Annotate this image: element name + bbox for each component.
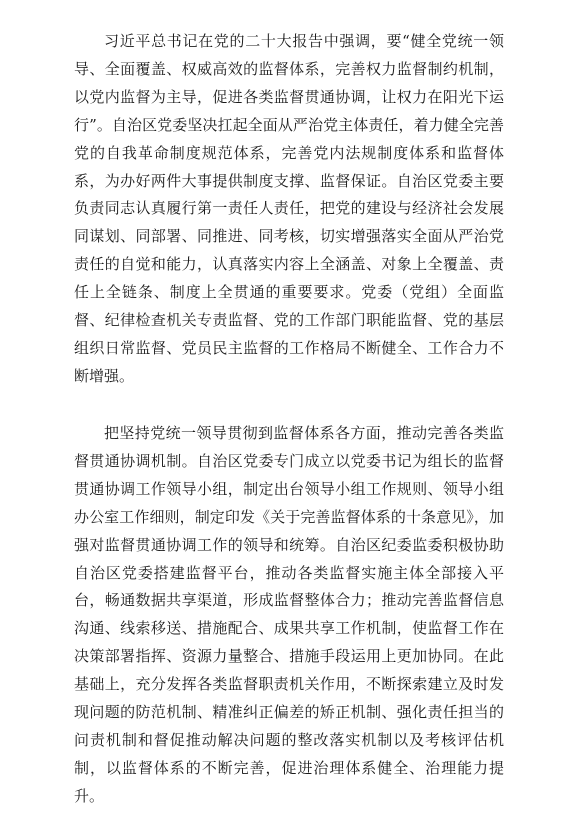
body-paragraph-2: 把坚持党统一领导贯彻到监督体系各方面，推动完善各类监督贯通协调机制。自治区党委专门成立以党委书记为组长的监督贯通协调工作领导小组，制定出台领导小组工作规则、领导小组办公室工作细则，制定印发《关于完善监督体系的十条意见》，加强对监督贯通协调工作的领导和统筹。自治区纪委监委积极协助自治区党委搭建监督平台，推动各类监督实施主体全部接入平台，畅通数据共享渠道，形成监督整体合力；推动完善监督信息沟通、线索移送、措施配合、成果共享工作机制，使监督工作在决策部署指挥、资源力量整合、措施手段运用上更加协同。在此基础上，充分发挥各类监督职责机关作用，不断探索建立及时发现问题的防范机制、精准纠正偏差的矫正机制、强化责任担当的问责机制和督促推动解决问题的整改落实机制以及考核评估机制，以监督体系的不断完善，促进治理体系健全、治理能力提升。 [74,424,504,805]
body-paragraph-1: 习近平总书记在党的二十大报告中强调，要“健全党统一领导、全面覆盖、权威高效的监督体系，完善权力监督制约机制，以党内监督为主导，促进各类监督贯通协调，让权力在阳光下运行”。自治区党委坚决扛起全面从严治党主体责任，着力健全完善党的自我革命制度规范体系，完善党内法规制度体系和监督体系，为办好两件大事提供制度支撑、监督保证。自治区党委主要负责同志认真履行第一责任人责任，把党的建设与经济社会发展同谋划、同部署、同推进、同考核，切实增强落实全面从严治党责任的自觉和能力，认真落实内容上全涵盖、对象上全覆盖、责任上全链条、制度上全贯通的重要要求。党委（党组）全面监督、纪律检查机关专责监督、党的工作部门职能监督、党的基层组织日常监督、党员民主监督的工作格局不断健全、工作合力不断增强。 [74,32,504,385]
